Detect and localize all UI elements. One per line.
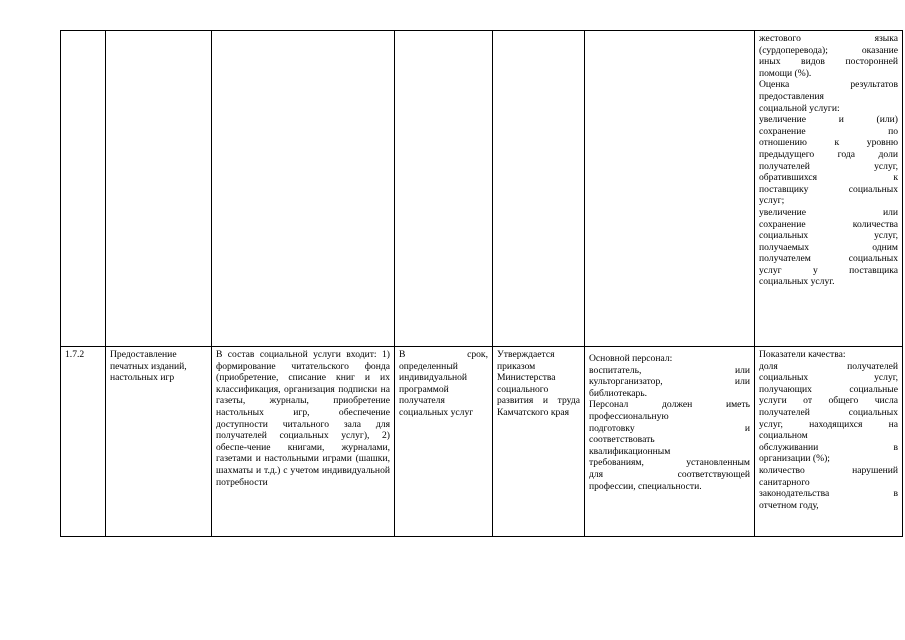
text-line: для соответствующей: [589, 468, 750, 480]
cell-staff: [585, 31, 755, 347]
cell-number: [61, 347, 106, 537]
text-line: социальной услуги:: [759, 102, 840, 114]
text-line: квалификационным: [589, 445, 671, 457]
text-line: увеличение или: [759, 206, 898, 218]
text-line: сохранение по: [759, 125, 898, 137]
cell-number: [61, 31, 106, 347]
service-name: Предоставление печатных изданий, настольных игр: [110, 349, 187, 384]
cell-service-name: [106, 31, 212, 347]
quality-indicators-text: [759, 33, 898, 288]
service-number: 1.7.2: [65, 349, 85, 360]
cell-staff: [585, 347, 755, 537]
text-line: получающих социальные: [759, 383, 898, 395]
text-line: получателей услуг,: [759, 160, 898, 172]
staff-requirements: [589, 353, 750, 492]
text-line: социальных услуг,: [759, 372, 898, 384]
cell-service-name: [106, 347, 212, 537]
text-line: социальных услуг,: [759, 230, 898, 242]
services-table: [60, 30, 903, 537]
text-line: количество нарушений: [759, 464, 898, 476]
text-line: социальных услуг.: [759, 276, 835, 288]
text-line: иных видов посторонней: [759, 56, 898, 68]
service-term: В срок, определенный индивидуальной программой получателя социальных услуг: [399, 349, 488, 418]
text-line: жестового языка: [759, 33, 898, 44]
text-line: Показатели качества:: [759, 349, 846, 360]
text-line: доля получателей: [759, 360, 898, 372]
text-line: воспитатель, или: [589, 364, 750, 376]
text-line: законодательства в: [759, 488, 898, 500]
text-line: соответствовать: [589, 434, 655, 446]
text-line: предыдущего года доли: [759, 148, 898, 160]
cell-service-tariff: [493, 347, 585, 537]
text-line: (сурдоперевода); оказание: [759, 44, 898, 56]
text-line: поставщику социальных: [759, 183, 898, 195]
text-line: Оценка результатов: [759, 79, 898, 91]
text-line: увеличение и (или): [759, 114, 898, 126]
text-line: услуги от общего числа: [759, 395, 898, 407]
text-line: санитарного: [759, 476, 810, 488]
text-line: социальном: [759, 430, 808, 442]
text-line: обратившихся к: [759, 172, 898, 184]
text-line: услуг у поставщика: [759, 264, 898, 276]
text-line: предоставления: [759, 90, 824, 102]
text-line: сохранение количества: [759, 218, 898, 230]
text-line: библиотекарь.: [589, 387, 648, 399]
text-line: услуг;: [759, 195, 785, 207]
cell-quality-indicators: [755, 347, 903, 537]
service-content: В состав социальной услуги входит: 1) формирование читательского фонда (приобретение, списание книг и их классификация, организация подписки на газеты, журналы, приобретение настольных игр, обеспечение доступности читального зала для получателей социальных услуг), 2) обеспе-чение книгами, журналами, газетами и настольными играми (шашки, шахматы и т.д.) с учетом индивидуальной потребности: [216, 349, 390, 488]
text-line: получателей социальных: [759, 406, 898, 418]
text-line: организации (%);: [759, 453, 830, 465]
text-line: получателем социальных: [759, 253, 898, 265]
text-line: Персонал должен иметь: [589, 399, 750, 411]
table-row: [61, 347, 903, 537]
cell-quality-indicators: [755, 31, 903, 347]
cell-service-tariff: [493, 31, 585, 347]
text-line: профессиональную: [589, 410, 669, 422]
quality-indicators: [759, 349, 898, 511]
cell-service-term: [395, 347, 493, 537]
text-line: услуг, находящихся на: [759, 418, 898, 430]
text-line: требованиям, установленным: [589, 457, 750, 469]
text-line: Основной персонал:: [589, 353, 673, 364]
service-tariff: Утверждается приказом Министерства социального развития и труда Камчатского края: [497, 349, 580, 418]
text-line: профессии, специальности.: [589, 480, 702, 492]
text-line: отчетном году,: [759, 499, 819, 511]
text-line: помощи (%).: [759, 67, 812, 79]
cell-service-term: [395, 31, 493, 347]
text-line: отношению к уровню: [759, 137, 898, 149]
text-line: культорганизатор, или: [589, 376, 750, 388]
cell-service-content: [212, 31, 395, 347]
text-line: получаемых одним: [759, 241, 898, 253]
text-line: обслуживании в: [759, 441, 898, 453]
text-line: подготовку и: [589, 422, 750, 434]
table-row: [61, 31, 903, 347]
cell-service-content: [212, 347, 395, 537]
